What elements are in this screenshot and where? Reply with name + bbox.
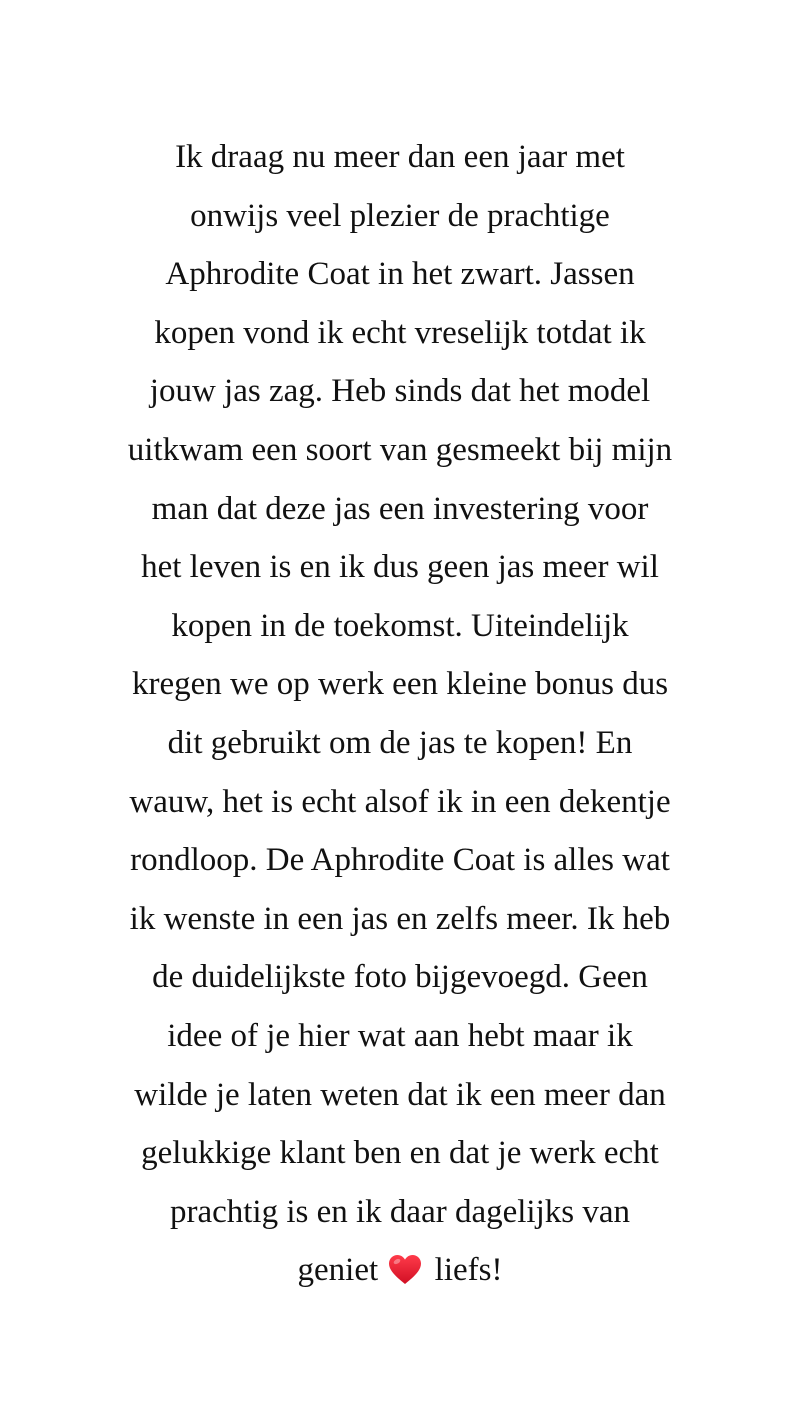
- message-line: het leven is en ik dus geen jas meer wil: [141, 549, 659, 586]
- message-last-line: [60, 1241, 740, 1300]
- red-heart-icon: [388, 1254, 422, 1286]
- message-line: wauw, het is echt alsof ik in een dekentje: [129, 783, 671, 820]
- message-line: ik wenste in een jas en zelfs meer. Ik heb: [129, 900, 671, 937]
- testimonial-message: [60, 128, 740, 1300]
- message-line: Ik draag nu meer dan een jaar met: [175, 139, 625, 175]
- message-line: de duidelijkste foto bijgevoegd. Geen: [152, 959, 648, 996]
- message-line: dit gebruikt om de jas te kopen! En: [167, 724, 633, 761]
- message-line: prachtig is en ik daar dagelijks van: [169, 1193, 631, 1230]
- last-line-end: liefs!: [434, 1252, 503, 1289]
- message-line: kopen vond ik echt vreselijk totdat ik: [154, 314, 646, 351]
- message-line: kregen we op werk een kleine bonus dus: [131, 666, 669, 703]
- message-line: man dat deze jas een investering voor: [151, 490, 649, 527]
- message-line: jouw jas zag. Heb sinds dat het model: [149, 373, 651, 410]
- last-line-start: geniet: [297, 1252, 379, 1289]
- message-line: uitkwam een soort van gesmeekt bij mijn: [127, 431, 673, 468]
- message-line: gelukkige klant ben en dat je werk echt: [141, 1135, 659, 1172]
- message-line: Aphrodite Coat in het zwart. Jassen: [165, 256, 635, 293]
- message-line: wilde je laten weten dat ik een meer dan: [134, 1076, 666, 1113]
- message-line: onwijs veel plezier de prachtige: [190, 197, 610, 234]
- message-line: idee of je hier wat aan hebt maar ik: [167, 1017, 633, 1054]
- message-line: rondloop. De Aphrodite Coat is alles wat: [130, 842, 670, 879]
- message-line: kopen in de toekomst. Uiteindelijk: [171, 607, 629, 644]
